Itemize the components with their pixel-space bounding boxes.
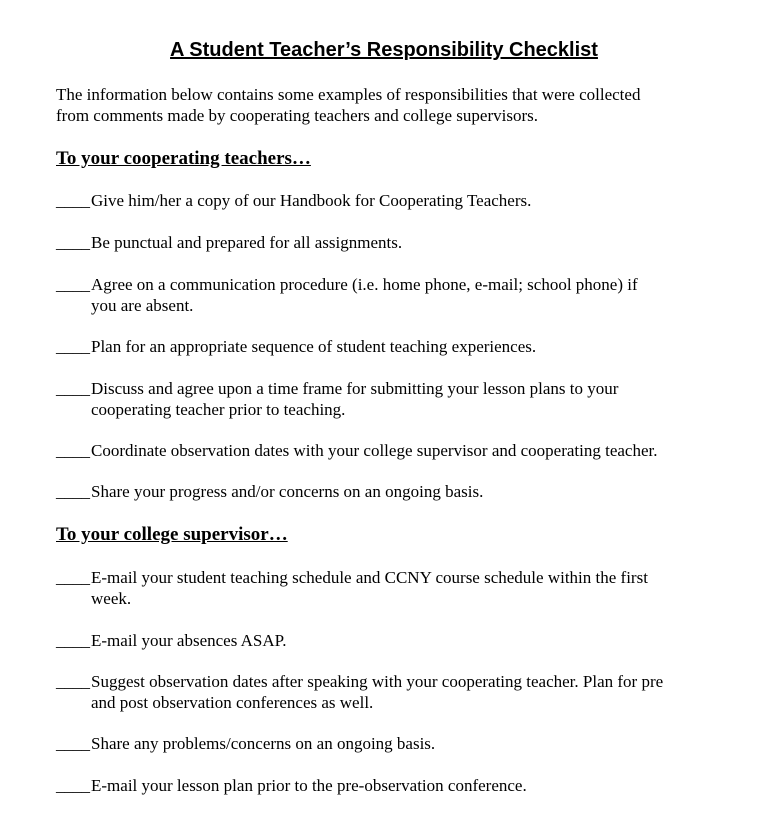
item-line: E-mail your lesson plan prior to the pre-observation conference. (91, 776, 527, 795)
checklist-item (56, 232, 736, 253)
checkbox-blank: ____ (56, 568, 90, 587)
intro-line: from comments made by cooperating teachers and college supervisors. (56, 106, 538, 125)
checklist-item (56, 336, 736, 357)
checklist-item (56, 481, 736, 502)
checkbox-blank: ____ (56, 482, 90, 501)
item-line: Discuss and agree upon a time frame for submitting your lesson plans to your (91, 379, 619, 398)
item-line: Agree on a communication procedure (i.e. home phone, e-mail; school phone) if (91, 275, 638, 294)
cooperating-teachers-heading: To your cooperating teachers… (56, 148, 311, 169)
item-line: you are absent. (91, 296, 194, 315)
checkbox-blank: ____ (56, 275, 90, 294)
item-line: Share your progress and/or concerns on an ongoing basis. (91, 482, 484, 501)
item-text (91, 671, 731, 713)
item-text (91, 630, 731, 651)
checklist-item (56, 274, 736, 316)
item-line: Suggest observation dates after speaking with your cooperating teacher. Plan for pre (91, 672, 664, 691)
checkbox-blank: ____ (56, 776, 90, 795)
item-text (91, 190, 731, 211)
item-line: Share any problems/concerns on an ongoing basis. (91, 734, 436, 753)
item-text (91, 274, 731, 316)
checklist-item (56, 733, 736, 754)
checkbox-blank: ____ (56, 734, 90, 753)
item-line: and post observation conferences as well. (91, 693, 374, 712)
item-line: cooperating teacher prior to teaching. (91, 400, 346, 419)
checkbox-blank: ____ (56, 233, 90, 252)
checklist-item (56, 440, 736, 461)
intro-line: The information below contains some examples of responsibilities that were collected (56, 85, 641, 104)
checklist-item (56, 190, 736, 211)
item-text (91, 733, 731, 754)
checkbox-blank: ____ (56, 631, 90, 650)
checkbox-blank: ____ (56, 191, 90, 210)
item-text (91, 232, 731, 253)
item-line: Plan for an appropriate sequence of student teaching experiences. (91, 337, 537, 356)
checkbox-blank: ____ (56, 379, 90, 398)
item-line: Give him/her a copy of our Handbook for Cooperating Teachers. (91, 191, 532, 210)
item-line: Coordinate observation dates with your college supervisor and cooperating teacher. (91, 441, 658, 460)
item-text (91, 481, 731, 502)
document-title: A Student Teacher’s Responsibility Checklist (170, 39, 598, 61)
item-text (91, 440, 731, 461)
item-line: E-mail your absences ASAP. (91, 631, 287, 650)
item-line: week. (91, 589, 132, 608)
checklist-item (56, 775, 736, 796)
intro-paragraph (56, 84, 736, 126)
checkbox-blank: ____ (56, 672, 90, 691)
item-text (91, 336, 731, 357)
checklist-item (56, 567, 736, 609)
checkbox-blank: ____ (56, 441, 90, 460)
item-text (91, 775, 731, 796)
college-supervisor-heading: To your college supervisor… (56, 524, 288, 545)
item-text (91, 567, 731, 609)
item-line: E-mail your student teaching schedule and CCNY course schedule within the first (91, 568, 648, 587)
item-line: Be punctual and prepared for all assignments. (91, 233, 403, 252)
item-text (91, 378, 731, 420)
checklist-item (56, 378, 736, 420)
checklist-item (56, 671, 736, 713)
checkbox-blank: ____ (56, 337, 90, 356)
checklist-item (56, 630, 736, 651)
